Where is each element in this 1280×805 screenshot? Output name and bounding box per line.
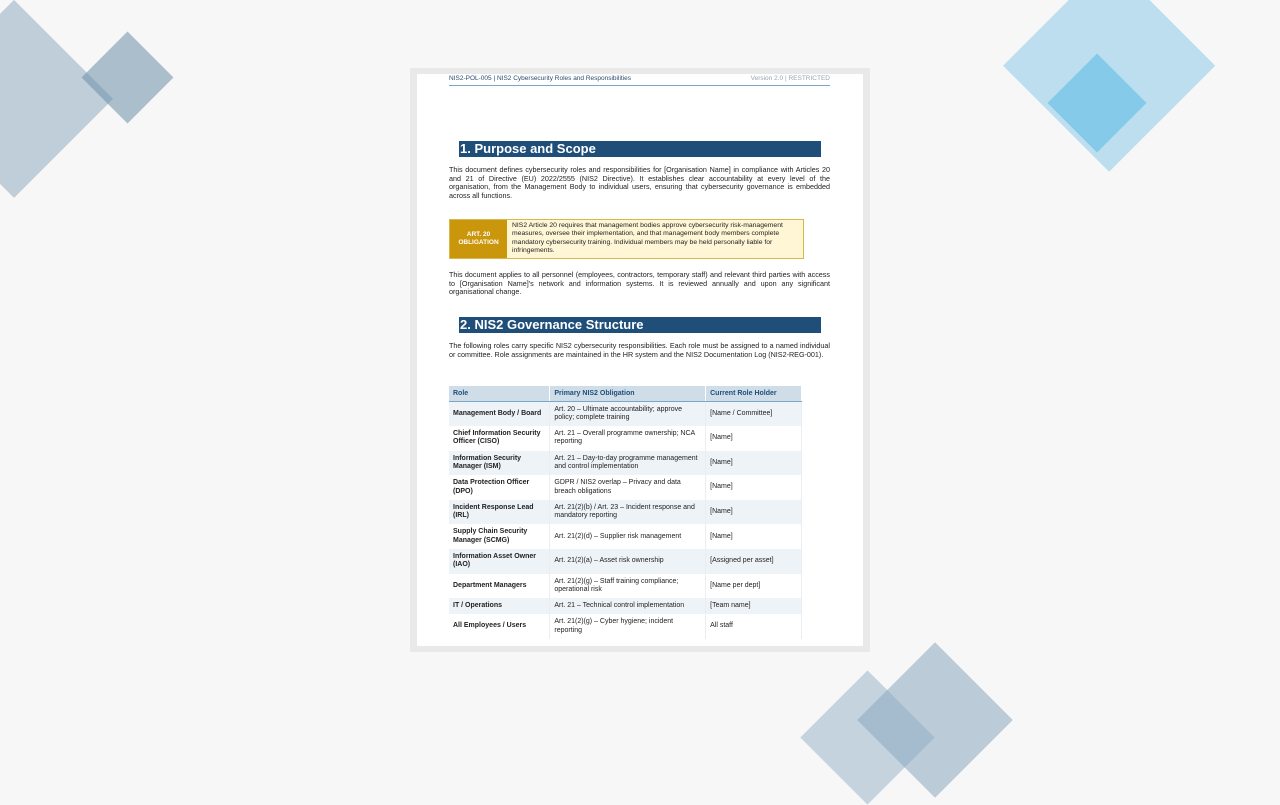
- header-separator: |: [493, 75, 496, 82]
- section-heading: 2. NIS2 Governance Structure: [459, 317, 821, 333]
- section-heading: 1. Purpose and Scope: [459, 141, 821, 157]
- column-header: Current Role Holder: [706, 386, 802, 402]
- header-separator: |: [784, 75, 787, 82]
- page-header: [449, 75, 830, 86]
- table-row: All Employees / Users Art. 21(2)(g) – Cyber hygiene; incident reporting All staff: [449, 614, 802, 639]
- table-row: Information Asset Owner (IAO) Art. 21(2)(a) – Asset risk ownership [Assigned per asset]: [449, 549, 802, 574]
- art20-callout: [449, 219, 804, 259]
- document-page: [417, 74, 863, 646]
- purpose-paragraph: This document defines cybersecurity roles and responsibilities for [Organisation Name] in compliance with Articles 20 and 21 of Directive (EU) 2022/2555 (NIS2 Directive). It establishes clear accountability at every level of the organisation, from the Management Body to individual users, ensuring that cybersecurity governance is embedded across all functions.: [449, 165, 830, 201]
- table-row: Data Protection Officer (DPO) GDPR / NIS2 overlap – Privacy and data breach obligations [Name]: [449, 475, 802, 500]
- decorative-diamond: [0, 0, 113, 198]
- doc-version: Version 2.0: [750, 75, 784, 82]
- doc-title: NIS2 Cybersecurity Roles and Responsibilities: [496, 75, 631, 82]
- table-row: Incident Response Lead (IRL) Art. 21(2)(b) / Art. 23 – Incident response and mandatory reporting [Name]: [449, 500, 802, 525]
- table-row: Department Managers Art. 21(2)(g) – Staff training compliance; operational risk [Name per dept]: [449, 574, 802, 599]
- roles-table: [449, 386, 802, 639]
- scope-paragraph: This document applies to all personnel (employees, contractors, temporary staff) and relevant third parties with access to [Organisation Name]'s network and information systems. It is reviewed annually and upon any significant organisational change.: [449, 270, 830, 297]
- column-header: Role: [449, 386, 550, 402]
- callout-text: NIS2 Article 20 requires that management bodies approve cybersecurity risk-management measures, oversee their implementation, and that management body members complete mandatory cybersecurity training. Individual members may be held personally liable for infringements.: [512, 222, 783, 254]
- column-header: Primary NIS2 Obligation: [550, 386, 706, 402]
- table-row: IT / Operations Art. 21 – Technical control implementation [Team name]: [449, 598, 802, 614]
- doc-id: NIS2-POL-005: [449, 75, 492, 82]
- document-preview: [410, 68, 870, 652]
- doc-classification: RESTRICTED: [788, 75, 830, 82]
- callout-tag: ART. 20 OBLIGATION: [450, 220, 507, 258]
- table-row: Information Security Manager (ISM) Art. 21 – Day-to-day programme management and control implementation [Name]: [449, 451, 802, 476]
- table-row: Management Body / Board Art. 20 – Ultimate accountability; approve policy; complete training [Name / Committee]: [449, 402, 802, 427]
- table-row: Chief Information Security Officer (CISO) Art. 21 – Overall programme ownership; NCA reporting [Name]: [449, 426, 802, 451]
- governance-paragraph: The following roles carry specific NIS2 cybersecurity responsibilities. Each role must be assigned to a named individual or committee. Role assignments are maintained in the HR system and the NIS2 Documentation Log (NIS2-REG-001).: [449, 341, 830, 359]
- table-row: Supply Chain Security Manager (SCMG) Art. 21(2)(d) – Supplier risk management [Name]: [449, 524, 802, 549]
